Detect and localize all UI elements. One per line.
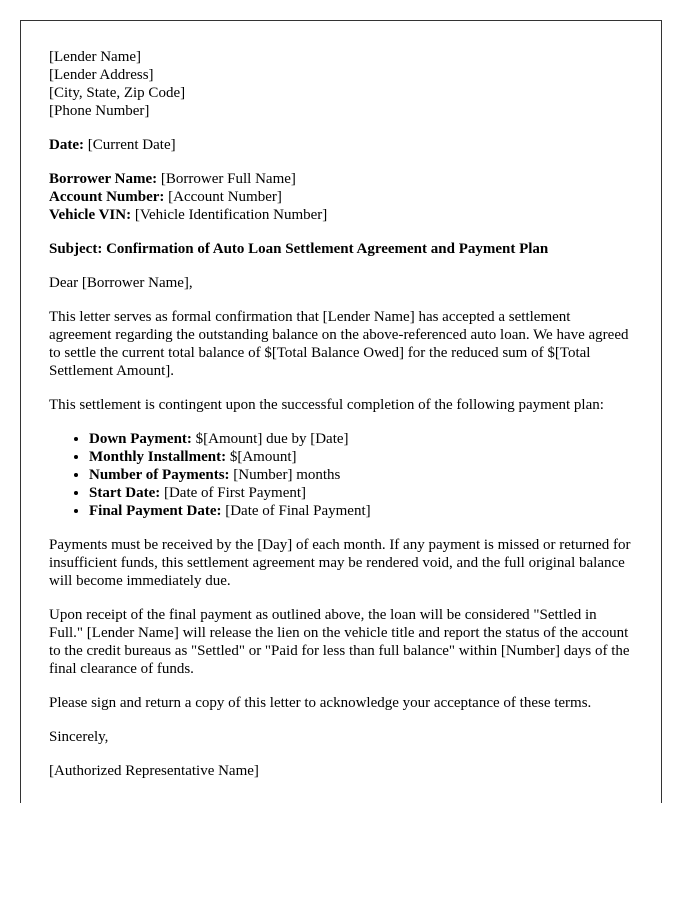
lender-city: [City, State, Zip Code] (49, 85, 186, 101)
sign-paragraph: Please sign and return a copy of this letter to acknowledge your acceptance of these terms. (49, 695, 592, 711)
final-paragraph: Upon receipt of the final payment as outlined above, the loan will be considered "Settled in Full." [Lender Name] will release the lien on the vehicle title and report the status of the account to the credit bureaus as "Settled" or "Paid for less than full balance" within [Number] days of the final clearance of funds. (49, 607, 630, 677)
plan-value: [Number] months (229, 467, 341, 483)
payments-paragraph: Payments must be received by the [Day] of each month. If any payment is missed or returned for insufficient funds, this settlement agreement may be rendered void, and the full original balance will become immediately due. (49, 537, 631, 589)
plan-label: Monthly Installment: (89, 449, 227, 465)
plan-value: $[Amount] due by [Date] (191, 431, 349, 447)
date-value: [Current Date] (87, 137, 176, 153)
payment-plan-list (49, 430, 632, 520)
borrower-name-label: Borrower Name: (49, 171, 158, 187)
subject-text: Subject: Confirmation of Auto Loan Settlement Agreement and Payment Plan (49, 241, 549, 257)
date-line (49, 136, 632, 154)
intro-paragraph: This letter serves as formal confirmation that [Lender Name] has accepted a settlement agreement regarding the outstanding balance on the above-referenced auto loan. We have agreed to settle the current total balance of $[Total Balance Owed] for the reduced sum of $[Total Settlement Amount]. (49, 309, 629, 379)
salutation: Dear [Borrower Name], (49, 275, 193, 291)
plan-value: [Date of First Payment] (160, 485, 307, 501)
list-item (89, 448, 632, 466)
plan-label: Down Payment: (89, 431, 192, 447)
letter-page (20, 20, 662, 803)
date-label: Date: (49, 137, 84, 153)
lender-phone: [Phone Number] (49, 103, 150, 119)
plan-label: Final Payment Date: (89, 503, 222, 519)
list-item (89, 466, 632, 484)
plan-value: $[Amount] (226, 449, 297, 465)
list-item (89, 430, 632, 448)
account-number-value: [Account Number] (168, 189, 282, 205)
contingent-paragraph: This settlement is contingent upon the successful completion of the following payment plan: (49, 397, 604, 413)
sender-block (49, 48, 632, 120)
subject-line (49, 240, 632, 258)
closing: Sincerely, (49, 729, 109, 745)
vin-value: [Vehicle Identification Number] (134, 207, 328, 223)
plan-label: Number of Payments: (89, 467, 230, 483)
lender-address: [Lender Address] (49, 67, 154, 83)
plan-label: Start Date: (89, 485, 161, 501)
plan-value: [Date of Final Payment] (221, 503, 371, 519)
borrower-block (49, 170, 632, 224)
account-number-label: Account Number: (49, 189, 165, 205)
list-item (89, 484, 632, 502)
borrower-name-value: [Borrower Full Name] (160, 171, 296, 187)
signatory: [Authorized Representative Name] (49, 763, 259, 779)
lender-name: [Lender Name] (49, 49, 142, 65)
vin-label: Vehicle VIN: (49, 207, 132, 223)
list-item (89, 502, 632, 520)
